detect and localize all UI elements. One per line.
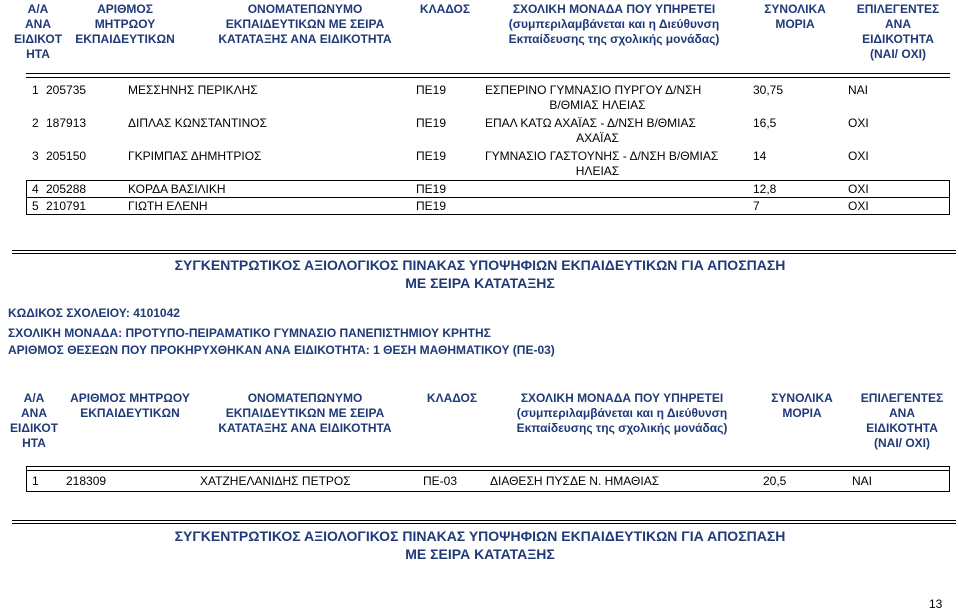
- cell-moria: 7: [753, 199, 760, 213]
- section3-top-border: [12, 520, 956, 521]
- header-name: ΟΝΟΜΑΤΕΠΩΝΥΜΟ ΕΚΠΑΙΔΕΥΤΙΚΩΝ ΜΕ ΣΕΙΡΑ ΚΑΤΑΤΑΞΗΣ ΑΝΑ ΕΙΔΙΚΟΤΗΤΑ: [218, 2, 392, 46]
- school-unit: ΣΧΟΛΙΚΗ ΜΟΝΑΔΑ: ΠΡΟΤΥΠΟ-ΠΕΙΡΑΜΑΤΙΚΟ ΓΥΜΝΑΣΙΟ ΠΑΝΕΠΙΣΤΗΜΙΟΥ ΚΡΗΤΗΣ: [8, 326, 491, 340]
- cell-klados: ΠΕ19: [416, 83, 447, 97]
- section2-top-border: [12, 250, 956, 251]
- cell-aa: 1: [32, 83, 39, 97]
- header-am: ΑΡΙΘΜΟΣ ΜΗΤΡΩΟΥ ΕΚΠΑΙΔΕΥΤΙΚΩΝ: [75, 2, 175, 46]
- section2-top-border-double: [12, 253, 956, 254]
- cell-am: 210791: [46, 199, 87, 213]
- cell-moria: 16,5: [753, 116, 777, 130]
- cell-school: ΔΙΑΘΕΣΗ ΠΥΣΔΕ Ν. ΗΜΑΘΙΑΣ: [490, 474, 660, 488]
- school-code: ΚΩΔΙΚΟΣ ΣΧΟΛΕΙΟΥ: 4101042: [8, 306, 180, 320]
- cell-selected: ΟΧΙ: [848, 182, 869, 196]
- cell-klados: ΠΕ19: [416, 149, 447, 163]
- cell-name: ΧΑΤΖΗΕΛΑΝΙΔΗΣ ΠΕΤΡΟΣ: [200, 474, 351, 488]
- cell-name: ΚΟΡΔΑ ΒΑΣΙΛΙΚΗ: [128, 182, 226, 196]
- header-aa: Α/Α ΑΝΑ ΕΙΔΙΚΟΤ ΗΤΑ: [14, 2, 63, 61]
- cell-klados: ΠΕ19: [416, 116, 447, 130]
- section2-title: ΣΥΓΚΕΝΤΡΩΤΙΚΟΣ ΑΞΙΟΛΟΓΙΚΟΣ ΠΙΝΑΚΑΣ ΥΠΟΨΗΦΙΩΝ ΕΚΠΑΙΔΕΥΤΙΚΩΝ ΓΙΑ ΑΠΟΣΠΑΣΗ: [174, 257, 786, 273]
- cell-selected: ΝΑΙ: [848, 83, 869, 97]
- header-klados: ΚΛΑΔΟΣ: [426, 391, 478, 405]
- cell-school: ΕΠΑΛ ΚΑΤΩ ΑΧΑΪΑΣ - Δ/ΝΣΗ Β/ΘΜΙΑΣ: [485, 116, 696, 130]
- row-divider: [26, 197, 950, 198]
- table2-top-border-double: [26, 470, 950, 471]
- table2-left-border: [26, 466, 27, 492]
- header-klados: ΚΛΑΔΟΣ: [419, 2, 471, 16]
- table1-top-border: [26, 73, 950, 74]
- cell-am: 205735: [46, 83, 87, 97]
- header-school: ΣΧΟΛΙΚΗ ΜΟΝΑΔΑ ΠΟΥ ΥΠΗΡΕΤΕΙ (συμπεριλαμβάνεται και η Διεύθυνση Εκπαίδευσης της σχολικής μονάδας): [516, 391, 728, 435]
- cell-school: ΕΣΠΕΡΙΝΟ ΓΥΜΝΑΣΙΟ ΠΥΡΓΟΥ Δ/ΝΣΗ: [485, 83, 702, 97]
- cell-selected: ΟΧΙ: [848, 199, 869, 213]
- section2-subtitle: ΜΕ ΣΕΙΡΑ ΚΑΤΑΤΑΞΗΣ: [405, 275, 555, 291]
- cell-school-line2: ΗΛΕΙΑΣ: [575, 164, 620, 178]
- header-moria: ΣΥΝΟΛΙΚΑ ΜΟΡΙΑ: [764, 2, 826, 31]
- header-school: ΣΧΟΛΙΚΗ ΜΟΝΑΔΑ ΠΟΥ ΥΠΗΡΕΤΕΙ (συμπεριλαμβάνεται και η Διεύθυνση Εκπαίδευσης της σχολικής μονάδας): [508, 2, 720, 46]
- table1-right-border: [949, 180, 950, 214]
- section3-title: ΣΥΓΚΕΝΤΡΩΤΙΚΟΣ ΑΞΙΟΛΟΓΙΚΟΣ ΠΙΝΑΚΑΣ ΥΠΟΨΗΦΙΩΝ ΕΚΠΑΙΔΕΥΤΙΚΩΝ ΓΙΑ ΑΠΟΣΠΑΣΗ: [174, 528, 786, 544]
- cell-aa: 1: [32, 474, 39, 488]
- cell-moria: 20,5: [763, 474, 787, 488]
- cell-name: ΓΙΩΤΗ ΕΛΕΝΗ: [128, 199, 208, 213]
- page-number: 13: [929, 597, 943, 611]
- table1-left-border: [26, 180, 27, 214]
- header-aa: Α/Α ΑΝΑ ΕΙΔΙΚΟΤ ΗΤΑ: [10, 391, 59, 450]
- cell-school-line2: ΑΧΑΪΑΣ: [576, 131, 619, 145]
- row-divider: [26, 180, 950, 181]
- cell-aa: 2: [32, 116, 39, 130]
- cell-moria: 14: [753, 149, 767, 163]
- cell-am: 218309: [66, 474, 107, 488]
- cell-moria: 30,75: [753, 83, 784, 97]
- cell-am: 205288: [46, 182, 87, 196]
- header-selected: ΕΠΙΛΕΓΕΝΤΕΣ ΑΝΑ ΕΙΔΙΚΟΤΗΤΑ (ΝΑΙ/ ΟΧΙ): [856, 2, 940, 61]
- cell-school: ΓΥΜΝΑΣΙΟ ΓΑΣΤΟΥΝΗΣ - Δ/ΝΣΗ Β/ΘΜΙΑΣ: [485, 149, 719, 163]
- cell-am: 187913: [46, 116, 87, 130]
- cell-selected: ΟΧΙ: [848, 116, 869, 130]
- cell-aa: 3: [32, 149, 39, 163]
- cell-selected: ΟΧΙ: [848, 149, 869, 163]
- cell-name: ΓΚΡΙΜΠΑΣ ΔΗΜΗΤΡΙΟΣ: [128, 149, 262, 163]
- table2-top-border: [26, 466, 950, 467]
- cell-moria: 12,8: [753, 182, 777, 196]
- cell-klados: ΠΕ-03: [423, 474, 458, 488]
- cell-aa: 4: [32, 182, 39, 196]
- header-moria: ΣΥΝΟΛΙΚΑ ΜΟΡΙΑ: [771, 391, 833, 420]
- header-am: ΑΡΙΘΜΟΣ ΜΗΤΡΩΟΥ ΕΚΠΑΙΔΕΥΤΙΚΩΝ: [70, 391, 190, 420]
- cell-klados: ΠΕ19: [416, 199, 447, 213]
- section3-top-border-double: [12, 523, 956, 524]
- table1-top-border-double: [26, 77, 950, 78]
- table2-right-border: [949, 466, 950, 492]
- table1-bottom-border: [26, 214, 950, 215]
- cell-name: ΜΕΣΣΗΝΗΣ ΠΕΡΙΚΛΗΣ: [128, 83, 258, 97]
- section3-subtitle: ΜΕ ΣΕΙΡΑ ΚΑΤΑΤΑΞΗΣ: [405, 546, 555, 562]
- cell-name: ΔΙΠΛΑΣ ΚΩΝΣΤΑΝΤΙΝΟΣ: [128, 116, 268, 130]
- header-name: ΟΝΟΜΑΤΕΠΩΝΥΜΟ ΕΚΠΑΙΔΕΥΤΙΚΩΝ ΜΕ ΣΕΙΡΑ ΚΑΤΑΤΑΞΗΣ ΑΝΑ ΕΙΔΙΚΟΤΗΤΑ: [218, 391, 392, 435]
- cell-school-line2: Β/ΘΜΙΑΣ ΗΛΕΙΑΣ: [549, 98, 646, 112]
- cell-klados: ΠΕ19: [416, 182, 447, 196]
- positions-count: ΑΡΙΘΜΟΣ ΘΕΣΕΩΝ ΠΟΥ ΠΡΟΚΗΡΥΧΘΗΚΑΝ ΑΝΑ ΕΙΔΙΚΟΤΗΤΑ: 1 ΘΕΣΗ ΜΑΘΗΜΑΤΙΚΟΥ (ΠΕ-03): [8, 343, 555, 357]
- cell-selected: ΝΑΙ: [852, 474, 873, 488]
- cell-aa: 5: [32, 199, 39, 213]
- header-selected: ΕΠΙΛΕΓΕΝΤΕΣ ΑΝΑ ΕΙΔΙΚΟΤΗΤΑ (ΝΑΙ/ ΟΧΙ): [860, 391, 944, 450]
- table2-bottom-border: [26, 491, 950, 492]
- cell-am: 205150: [46, 149, 87, 163]
